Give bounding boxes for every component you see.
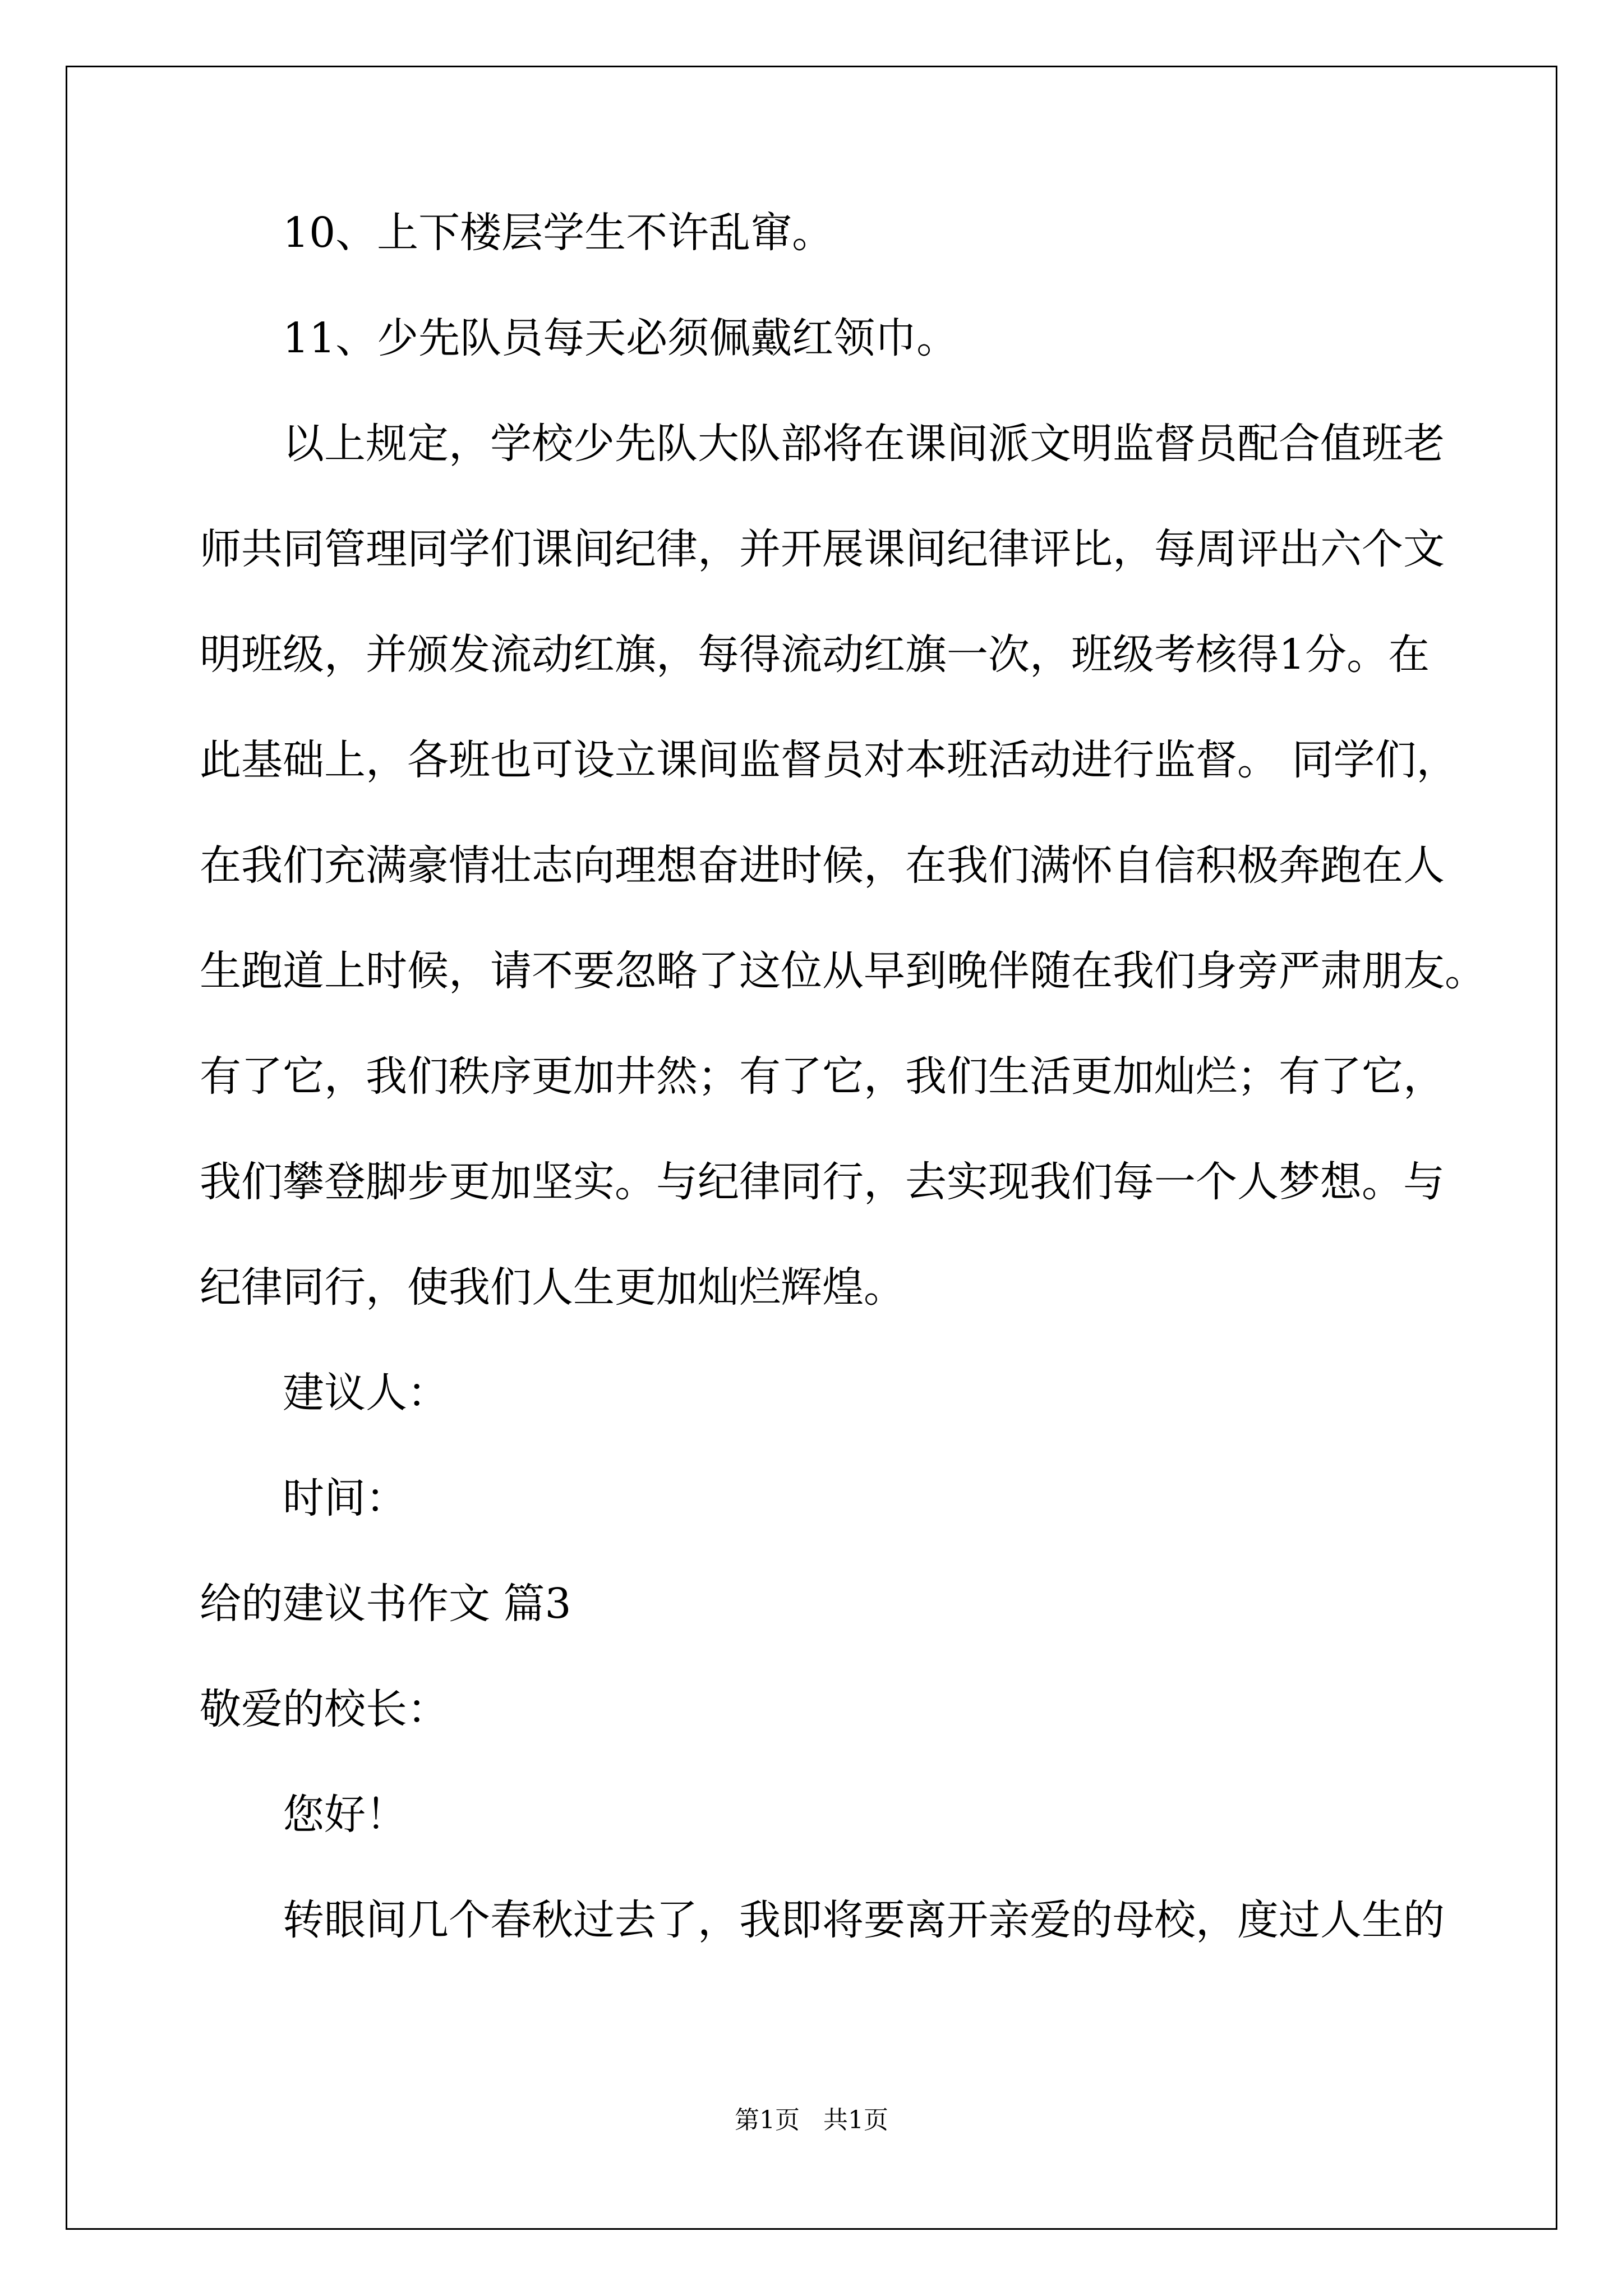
paragraph-line: 在我们充满豪情壮志向理想奋进时候，在我们满怀自信积极奔跑在人 xyxy=(200,841,1445,890)
paragraph-line: 明班级，并颁发流动红旗，每得流动红旗一次，班级考核得1分。在 xyxy=(200,631,1430,679)
paragraph-line: 纪律同行，使我们人生更加灿烂辉煌。 xyxy=(200,1263,905,1312)
paragraph-line: 生跑道上时候，请不要忽略了这位从早到晚伴随在我们身旁严肃朋友。 xyxy=(200,947,1486,995)
page-footer xyxy=(0,2104,1623,2137)
paragraph-line: 此基础上，各班也可设立课间监督员对本班活动进行监督。 同学们， xyxy=(200,736,1458,784)
salutation: 敬爱的校长： xyxy=(200,1685,449,1733)
paragraph-line: 以上规定，学校少先队大队部将在课间派文明监督员配合值班老 xyxy=(283,420,1445,468)
paragraph-line: 有了它，我们秩序更加井然；有了它，我们生活更加灿烂；有了它， xyxy=(200,1052,1445,1101)
paragraph-line: 10、上下楼层学生不许乱窜。 xyxy=(283,209,834,257)
greeting: 您好！ xyxy=(283,1791,407,1839)
section-heading: 给的建议书作文 篇3 xyxy=(200,1580,571,1628)
paragraph-line: 师共同管理同学们课间纪律，并开展课间纪律评比，每周评出六个文 xyxy=(200,525,1445,573)
paragraph-line: 转眼间几个春秋过去了，我即将要离开亲爱的母校，度过人生的 xyxy=(283,1896,1445,1944)
paragraph-line: 11、少先队员每天必须佩戴红领巾。 xyxy=(283,314,958,362)
page-total: 共1页 xyxy=(823,2106,888,2134)
signature-label: 建议人： xyxy=(283,1369,449,1417)
page-number: 第1页 xyxy=(735,2106,800,2134)
paragraph-line: 我们攀登脚步更加坚实。与纪律同行，去实现我们每一个人梦想。与 xyxy=(200,1158,1445,1206)
date-label: 时间： xyxy=(283,1474,407,1522)
